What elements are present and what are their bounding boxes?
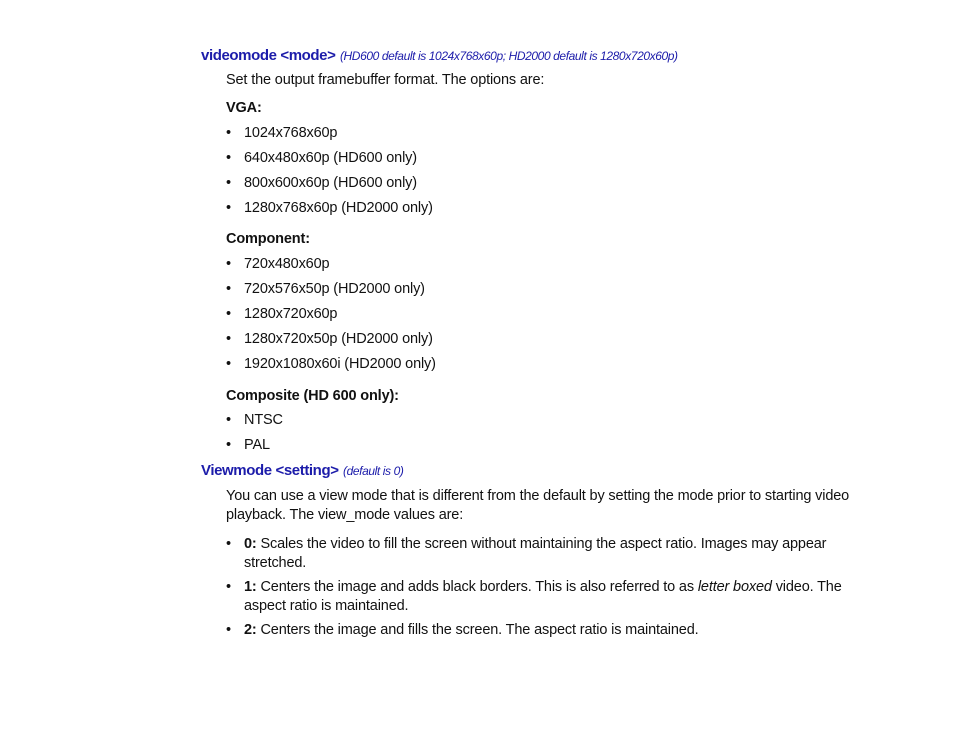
bullet-icon: • — [226, 306, 231, 322]
bullet-icon: • — [226, 622, 231, 638]
bullet-icon: • — [226, 150, 231, 166]
composite-list — [226, 411, 858, 461]
videomode-command: videomode <mode> — [201, 47, 336, 64]
list-item: • 0: Scales the video to fill the screen without maintaining the aspect ratio. Images may appear stretched. — [226, 536, 827, 571]
bullet-icon: • — [226, 331, 231, 347]
list-item: • 1280x768x60p (HD2000 only) — [226, 200, 433, 216]
bullet-icon: • — [226, 125, 231, 141]
component-subhead: Component: — [226, 231, 310, 247]
list-item: • 1: Centers the image and adds black borders. This is also referred to as letter boxed video. The aspect ratio is maintained. — [226, 579, 842, 614]
bullet-icon: • — [226, 175, 231, 191]
videomode-heading — [201, 47, 678, 65]
bullet-icon: • — [226, 579, 231, 595]
bullet-icon: • — [226, 437, 231, 453]
viewmode-description: You can use a view mode that is different from the default by setting the mode prior to starting video playback. The view_mode values are: — [226, 488, 850, 523]
component-list — [226, 255, 858, 380]
viewmode-heading — [201, 462, 403, 480]
list-item: • 800x600x60p (HD600 only) — [226, 175, 417, 191]
vga-list — [226, 124, 858, 224]
bullet-icon: • — [226, 200, 231, 216]
composite-subhead: Composite (HD 600 only): — [226, 388, 399, 404]
list-item: • 1280x720x50p (HD2000 only) — [226, 331, 433, 347]
bullet-icon: • — [226, 536, 231, 552]
bullet-icon: • — [226, 281, 231, 297]
bullet-icon: • — [226, 356, 231, 372]
list-item: • NTSC — [226, 412, 283, 428]
viewmode-command: Viewmode <setting> — [201, 462, 339, 479]
list-item: • 1920x1080x60i (HD2000 only) — [226, 356, 436, 372]
list-item: • 640x480x60p (HD600 only) — [226, 150, 417, 166]
bullet-icon: • — [226, 256, 231, 272]
list-item: • 720x576x50p (HD2000 only) — [226, 281, 425, 297]
videomode-description: Set the output framebuffer format. The options are: — [226, 72, 545, 88]
viewmode-values-list — [226, 535, 858, 646]
list-item: • 2: Centers the image and fills the screen. The aspect ratio is maintained. — [226, 622, 699, 638]
vga-subhead: VGA: — [226, 100, 262, 116]
videomode-default-note: (HD600 default is 1024x768x60p; HD2000 default is 1280x720x60p) — [339, 49, 678, 63]
list-item: • PAL — [226, 437, 270, 453]
bullet-icon: • — [226, 412, 231, 428]
viewmode-default-note: (default is 0) — [343, 464, 404, 478]
list-item: • 1024x768x60p — [226, 125, 338, 141]
list-item: • 720x480x60p — [226, 256, 330, 272]
list-item: • 1280x720x60p — [226, 306, 338, 322]
